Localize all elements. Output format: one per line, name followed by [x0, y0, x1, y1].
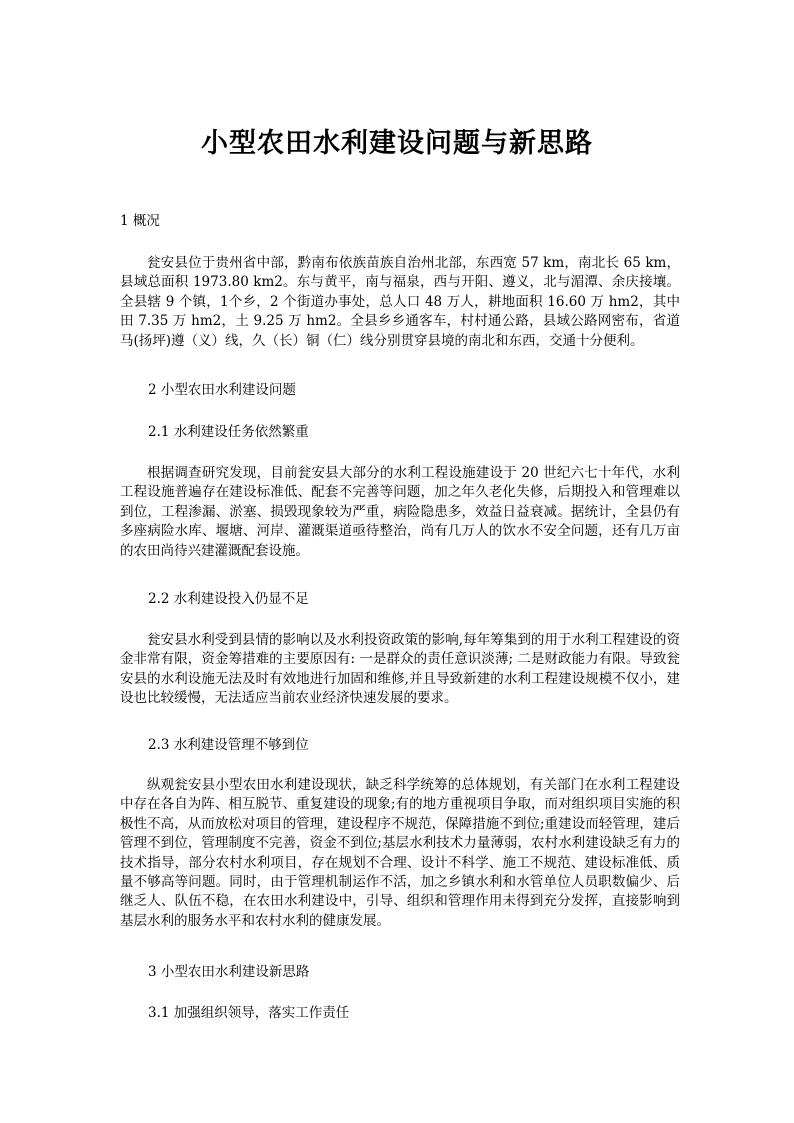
section-heading-overview: 1 概况 — [120, 213, 160, 229]
subsection-heading-2-2: 2.2 水利建设投入仍显不足 — [148, 591, 309, 607]
section-heading-problems: 2 小型农田水利建设问题 — [148, 382, 296, 398]
document-title: 小型农田水利建设问题与新思路 — [201, 128, 593, 159]
subsection-heading-2-3: 2.3 水利建设管理不够到位 — [148, 737, 309, 753]
subsection-heading-3-1: 3.1 加强组织领导，落实工作责任 — [148, 1005, 350, 1021]
paragraph-2-3: 纵观瓮安县小型农田水利建设现状，缺乏科学统筹的总体规划，有关部门在水利工程建设中存在各自为阵、相互脱节、重复建设的现象;有的地方重视项目争取，而对组织项目实施的积极性不高，从而放松对项目的管理，建设程序不规范，保障措施不到位;重建设而轻管理，建后管理不到位，管理制度不完善，资金不到位;基层水利技术力量薄弱，农村水利建设缺乏有力的技术指导，部分农村水利项目，存在规划不合理、设计不科学、施工不规范、建设标准低、质量不够高等问题。同时，由于管理机制运作不活，加之乡镇水利和水管单位人员职数偏少、后继乏人、队伍不稳，在农田水利建设中，引导、组织和管理作用未得到充分发挥，直接影响到基层水利的服务水平和农村水利的健康发展。 — [120, 777, 680, 929]
paragraph-2-1: 根据调查研究发现，目前瓮安县大部分的水利工程设施建设于 20 世纪六七十年代，水利工程设施普遍存在建设标准低、配套不完善等问题，加之年久老化失修，后期投入和管理难以到位，工程渗漏、淤塞、损毁现象较为严重，病险隐患多，效益日益衰减。据统计，全县仍有多座病险水库、堰塘、河岸、灌溉渠道亟待整治，尚有几万人的饮水不安全问题，还有几万亩的农田尚待兴建灌溉配套设施。 — [120, 465, 680, 559]
subsection-heading-2-1: 2.1 水利建设任务依然繁重 — [148, 424, 309, 440]
section-heading-new-ideas: 3 小型农田水利建设新思路 — [148, 964, 310, 980]
paragraph-2-2: 瓮安县水利受到县情的影响以及水利投资政策的影响,每年筹集到的用于水利工程建设的资金非常有限，资金筹措难的主要原因有: 一是群众的责任意识淡薄; 二是财政能力有限。导致瓮安县的水利设施无法及时有效地进行加固和维修,并且导致新建的水利工程建设规模不仅小，建设也比较缓慢，无法适应当前农业经济快速发展的要求。 — [120, 632, 680, 707]
paragraph-overview: 瓮安县位于贵州省中部，黔南布依族苗族自治州北部，东西宽 57 km，南北长 65 km，县域总面积 1973.80 km2。东与黄平，南与福泉，西与开阳、遵义，北与湄潭、余庆接壤。全县辖 9 个镇，1个乡，2 个街道办事处，总人口 48 万人，耕地面积 16.60 万 hm2，其中田 7.35 万 hm2，土 9.25 万 hm2。全县乡乡通客车，村村通公路，县域公路网密布，省道马(扬坪)遵（义）线，久（长）铜（仁）线分别贯穿县境的南北和东西，交通十分便利。 — [120, 255, 680, 349]
